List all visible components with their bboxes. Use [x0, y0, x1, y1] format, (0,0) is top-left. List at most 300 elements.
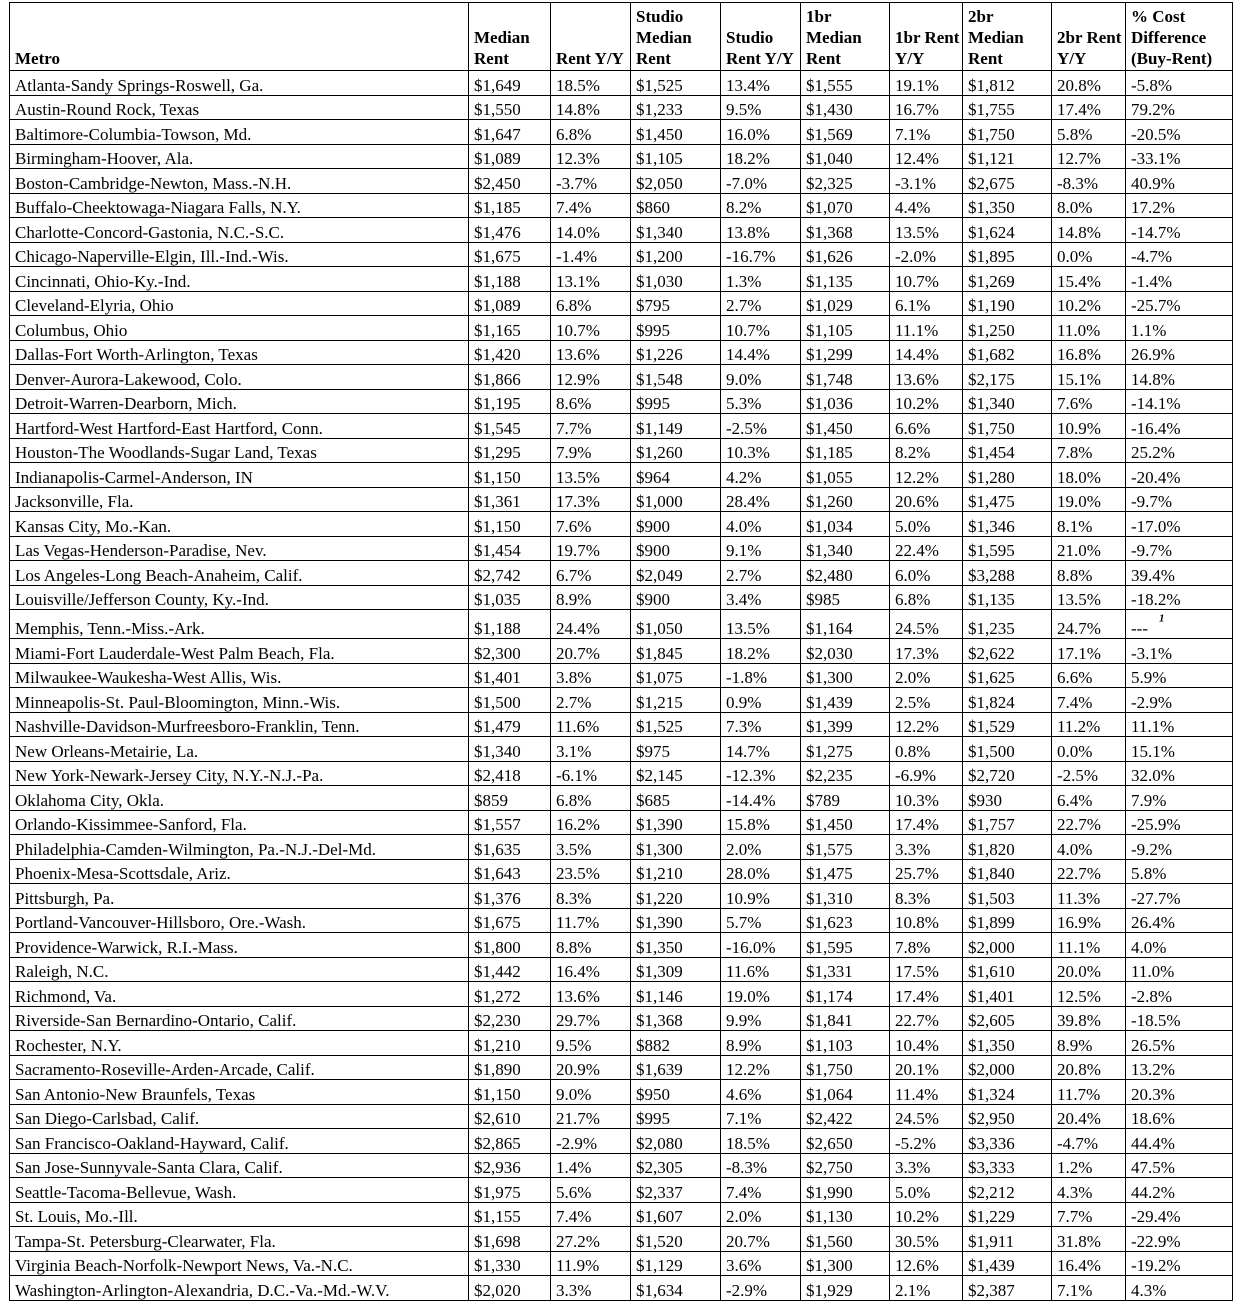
cell-metro: Atlanta-Sandy Springs-Roswell, Ga. — [10, 71, 469, 96]
cell-2br-median-rent: $1,503 — [963, 884, 1052, 909]
cell-2br-rent-yy: 22.7% — [1052, 810, 1126, 835]
cell-metro: Kansas City, Mo.-Kan. — [10, 512, 469, 537]
cell-metro: Sacramento-Roseville-Arden-Arcade, Calif. — [10, 1055, 469, 1080]
table-row — [10, 561, 1233, 586]
cell-metro: Orlando-Kissimmee-Sanford, Fla. — [10, 810, 469, 835]
table-row — [10, 786, 1233, 811]
cell-studio-median-rent: $685 — [631, 786, 721, 811]
cell-2br-rent-yy: 16.4% — [1052, 1251, 1126, 1276]
cell-median-rent: $1,150 — [469, 463, 551, 488]
cell-median-rent: $1,210 — [469, 1031, 551, 1056]
cell-studio-median-rent: $900 — [631, 512, 721, 537]
cell-rent-yy: 16.4% — [551, 957, 631, 982]
cell-1br-rent-yy: -3.1% — [890, 169, 963, 194]
cell-1br-median-rent: $1,135 — [801, 267, 890, 292]
cell-2br-rent-yy: 31.8% — [1052, 1227, 1126, 1252]
cell-2br-rent-yy: 0.0% — [1052, 242, 1126, 267]
cell-2br-median-rent: $1,750 — [963, 120, 1052, 145]
table-row — [10, 144, 1233, 169]
table-row — [10, 835, 1233, 860]
cell-studio-median-rent: $1,607 — [631, 1202, 721, 1227]
cell-studio-median-rent: $1,260 — [631, 438, 721, 463]
cell-cost-difference: 1.1% — [1126, 316, 1233, 341]
table-row — [10, 95, 1233, 120]
cell-median-rent: $2,865 — [469, 1129, 551, 1154]
cell-2br-rent-yy: 14.8% — [1052, 218, 1126, 243]
cell-1br-rent-yy: 5.0% — [890, 512, 963, 537]
cell-2br-rent-yy: 12.7% — [1052, 144, 1126, 169]
cell-1br-median-rent: $1,595 — [801, 933, 890, 958]
table-row — [10, 316, 1233, 341]
cell-median-rent: $1,698 — [469, 1227, 551, 1252]
cell-studio-rent-yy: -2.9% — [721, 1276, 801, 1301]
cell-2br-rent-yy: 8.8% — [1052, 561, 1126, 586]
cell-2br-median-rent: $1,439 — [963, 1251, 1052, 1276]
cell-1br-median-rent: $1,130 — [801, 1202, 890, 1227]
cell-2br-median-rent: $1,350 — [963, 193, 1052, 218]
cell-cost-difference: -9.7% — [1126, 536, 1233, 561]
cell-studio-median-rent: $1,450 — [631, 120, 721, 145]
cell-rent-yy: 8.6% — [551, 389, 631, 414]
cell-median-rent: $1,557 — [469, 810, 551, 835]
cell-1br-median-rent: $2,325 — [801, 169, 890, 194]
cell-1br-median-rent: $1,575 — [801, 835, 890, 860]
cell-studio-median-rent: $964 — [631, 463, 721, 488]
cell-1br-median-rent: $1,750 — [801, 1055, 890, 1080]
cell-studio-rent-yy: 9.9% — [721, 1006, 801, 1031]
cell-1br-median-rent: $789 — [801, 786, 890, 811]
cell-cost-difference: 4.0% — [1126, 933, 1233, 958]
table-row — [10, 737, 1233, 762]
cell-1br-rent-yy: 7.1% — [890, 120, 963, 145]
cell-cost-difference: 44.2% — [1126, 1178, 1233, 1203]
cell-studio-median-rent: $1,050 — [631, 610, 721, 639]
cell-1br-median-rent: $1,475 — [801, 859, 890, 884]
cell-1br-median-rent: $1,560 — [801, 1227, 890, 1252]
cell-rent-yy: 7.4% — [551, 1202, 631, 1227]
cell-1br-median-rent: $1,310 — [801, 884, 890, 909]
cell-studio-median-rent: $1,226 — [631, 340, 721, 365]
cell-2br-rent-yy: 20.8% — [1052, 71, 1126, 96]
table-row — [10, 512, 1233, 537]
cell-1br-rent-yy: 7.8% — [890, 933, 963, 958]
cell-median-rent: $1,800 — [469, 933, 551, 958]
cell-2br-rent-yy: 11.1% — [1052, 933, 1126, 958]
cell-studio-median-rent: $1,215 — [631, 688, 721, 713]
cell-studio-rent-yy: 10.3% — [721, 438, 801, 463]
cell-median-rent: $2,230 — [469, 1006, 551, 1031]
cell-2br-median-rent: $1,595 — [963, 536, 1052, 561]
cell-median-rent: $1,340 — [469, 737, 551, 762]
cell-median-rent: $2,936 — [469, 1153, 551, 1178]
cell-1br-median-rent: $1,105 — [801, 316, 890, 341]
cell-1br-median-rent: $1,174 — [801, 982, 890, 1007]
cell-2br-rent-yy: 1.2% — [1052, 1153, 1126, 1178]
cell-cost-difference: 5.8% — [1126, 859, 1233, 884]
cell-median-rent: $1,643 — [469, 859, 551, 884]
cell-metro: San Francisco-Oakland-Hayward, Calif. — [10, 1129, 469, 1154]
cell-studio-median-rent: $860 — [631, 193, 721, 218]
cell-1br-median-rent: $1,626 — [801, 242, 890, 267]
cell-rent-yy: 16.2% — [551, 810, 631, 835]
col-header-studio-median-rent: Studio Median Rent — [631, 3, 721, 71]
cell-2br-rent-yy: 8.1% — [1052, 512, 1126, 537]
table-row — [10, 1129, 1233, 1154]
cell-cost-difference: -29.4% — [1126, 1202, 1233, 1227]
cell-rent-yy: 13.5% — [551, 463, 631, 488]
cell-1br-rent-yy: 17.3% — [890, 639, 963, 664]
cell-median-rent: $1,272 — [469, 982, 551, 1007]
cell-cost-difference: 18.6% — [1126, 1104, 1233, 1129]
cell-cost-difference: -22.9% — [1126, 1227, 1233, 1252]
cell-1br-median-rent: $2,422 — [801, 1104, 890, 1129]
table-row — [10, 761, 1233, 786]
cell-2br-rent-yy: 10.9% — [1052, 414, 1126, 439]
cell-median-rent: $1,188 — [469, 610, 551, 639]
cell-studio-rent-yy: 2.0% — [721, 835, 801, 860]
cell-rent-yy: 13.1% — [551, 267, 631, 292]
cell-2br-rent-yy: 6.4% — [1052, 786, 1126, 811]
cell-2br-median-rent: $1,824 — [963, 688, 1052, 713]
cell-median-rent: $1,185 — [469, 193, 551, 218]
cell-1br-rent-yy: 4.4% — [890, 193, 963, 218]
cell-cost-difference: -14.1% — [1126, 389, 1233, 414]
cell-studio-median-rent: $2,080 — [631, 1129, 721, 1154]
cell-studio-rent-yy: 15.8% — [721, 810, 801, 835]
cell-2br-rent-yy: 17.4% — [1052, 95, 1126, 120]
cell-1br-median-rent: $2,030 — [801, 639, 890, 664]
cell-cost-difference: -18.5% — [1126, 1006, 1233, 1031]
table-row — [10, 463, 1233, 488]
cell-cost-difference: -18.2% — [1126, 585, 1233, 610]
cell-studio-rent-yy: -8.3% — [721, 1153, 801, 1178]
cell-studio-median-rent: $1,309 — [631, 957, 721, 982]
cell-metro: Tampa-St. Petersburg-Clearwater, Fla. — [10, 1227, 469, 1252]
cell-studio-median-rent: $1,220 — [631, 884, 721, 909]
cell-2br-median-rent: $1,757 — [963, 810, 1052, 835]
cell-1br-rent-yy: 8.3% — [890, 884, 963, 909]
cell-2br-median-rent: $1,454 — [963, 438, 1052, 463]
cell-1br-rent-yy: 12.2% — [890, 712, 963, 737]
cell-2br-rent-yy: 7.6% — [1052, 389, 1126, 414]
table-row — [10, 712, 1233, 737]
cell-1br-rent-yy: 17.4% — [890, 810, 963, 835]
cell-rent-yy: 7.4% — [551, 193, 631, 218]
cell-median-rent: $1,089 — [469, 291, 551, 316]
cell-studio-median-rent: $1,350 — [631, 933, 721, 958]
cell-2br-rent-yy: 20.0% — [1052, 957, 1126, 982]
table-row — [10, 389, 1233, 414]
cell-2br-median-rent: $1,121 — [963, 144, 1052, 169]
cell-metro: Columbus, Ohio — [10, 316, 469, 341]
cell-1br-median-rent: $1,450 — [801, 810, 890, 835]
cell-1br-rent-yy: 3.3% — [890, 1153, 963, 1178]
table-row — [10, 1178, 1233, 1203]
table-row — [10, 1006, 1233, 1031]
cell-cost-difference: 47.5% — [1126, 1153, 1233, 1178]
cell-1br-rent-yy: 13.6% — [890, 365, 963, 390]
cell-2br-median-rent: $1,324 — [963, 1080, 1052, 1105]
cell-1br-median-rent: $1,331 — [801, 957, 890, 982]
cell-studio-median-rent: $2,049 — [631, 561, 721, 586]
cell-studio-rent-yy: -12.3% — [721, 761, 801, 786]
cell-studio-median-rent: $1,390 — [631, 908, 721, 933]
cell-studio-rent-yy: 28.4% — [721, 487, 801, 512]
cell-metro: Seattle-Tacoma-Bellevue, Wash. — [10, 1178, 469, 1203]
cell-median-rent: $1,442 — [469, 957, 551, 982]
cell-1br-rent-yy: 2.1% — [890, 1276, 963, 1301]
cell-cost-difference: 11.0% — [1126, 957, 1233, 982]
cell-1br-median-rent: $2,650 — [801, 1129, 890, 1154]
cell-studio-rent-yy: 4.6% — [721, 1080, 801, 1105]
cell-rent-yy: 11.7% — [551, 908, 631, 933]
cell-studio-median-rent: $1,634 — [631, 1276, 721, 1301]
cell-median-rent: $1,401 — [469, 663, 551, 688]
cell-cost-difference: 4.3% — [1126, 1276, 1233, 1301]
cell-rent-yy: 10.7% — [551, 316, 631, 341]
cell-studio-rent-yy: 18.5% — [721, 1129, 801, 1154]
cell-cost-difference: 15.1% — [1126, 737, 1233, 762]
cell-2br-median-rent: $2,605 — [963, 1006, 1052, 1031]
cell-studio-rent-yy: -16.0% — [721, 933, 801, 958]
cell-median-rent: $1,150 — [469, 1080, 551, 1105]
cell-studio-median-rent: $1,233 — [631, 95, 721, 120]
cell-2br-median-rent: $1,235 — [963, 610, 1052, 639]
cell-2br-rent-yy: 24.7% — [1052, 610, 1126, 639]
table-row — [10, 340, 1233, 365]
cell-studio-median-rent: $2,337 — [631, 1178, 721, 1203]
cell-1br-rent-yy: 25.7% — [890, 859, 963, 884]
rent-table-container — [9, 2, 1233, 1301]
cell-studio-median-rent: $1,390 — [631, 810, 721, 835]
col-header-median-rent: Median Rent — [469, 3, 551, 71]
cell-2br-median-rent: $1,229 — [963, 1202, 1052, 1227]
cell-studio-rent-yy: 13.5% — [721, 610, 801, 639]
cell-cost-difference: 17.2% — [1126, 193, 1233, 218]
cell-median-rent: $1,975 — [469, 1178, 551, 1203]
cell-2br-median-rent: $1,475 — [963, 487, 1052, 512]
cell-1br-median-rent: $1,029 — [801, 291, 890, 316]
cell-value: --- — [1131, 619, 1148, 638]
cell-metro: Milwaukee-Waukesha-West Allis, Wis. — [10, 663, 469, 688]
cell-studio-rent-yy: 13.8% — [721, 218, 801, 243]
cell-rent-yy: 8.9% — [551, 585, 631, 610]
cell-studio-median-rent: $1,075 — [631, 663, 721, 688]
col-header-1br-median-rent: 1br Median Rent — [801, 3, 890, 71]
cell-1br-rent-yy: 3.3% — [890, 835, 963, 860]
cell-1br-rent-yy: 5.0% — [890, 1178, 963, 1203]
cell-2br-median-rent: $2,000 — [963, 933, 1052, 958]
cell-2br-rent-yy: 7.7% — [1052, 1202, 1126, 1227]
cell-studio-median-rent: $795 — [631, 291, 721, 316]
cell-metro: Dallas-Fort Worth-Arlington, Texas — [10, 340, 469, 365]
cell-2br-median-rent: $2,622 — [963, 639, 1052, 664]
cell-1br-rent-yy: 10.2% — [890, 389, 963, 414]
cell-metro: Oklahoma City, Okla. — [10, 786, 469, 811]
cell-2br-rent-yy: 10.2% — [1052, 291, 1126, 316]
cell-median-rent: $1,155 — [469, 1202, 551, 1227]
cell-rent-yy: 6.8% — [551, 786, 631, 811]
cell-metro: Memphis, Tenn.-Miss.-Ark. — [10, 610, 469, 639]
cell-studio-rent-yy: 5.7% — [721, 908, 801, 933]
cell-rent-yy: 13.6% — [551, 982, 631, 1007]
cell-median-rent: $1,376 — [469, 884, 551, 909]
cell-studio-median-rent: $1,520 — [631, 1227, 721, 1252]
table-row — [10, 218, 1233, 243]
table-row — [10, 1031, 1233, 1056]
cell-rent-yy: 8.3% — [551, 884, 631, 909]
cell-1br-median-rent: $1,185 — [801, 438, 890, 463]
cell-studio-rent-yy: 2.0% — [721, 1202, 801, 1227]
table-row — [10, 242, 1233, 267]
cell-studio-median-rent: $1,000 — [631, 487, 721, 512]
cell-1br-median-rent: $1,300 — [801, 663, 890, 688]
table-row — [10, 1202, 1233, 1227]
cell-studio-rent-yy: -2.5% — [721, 414, 801, 439]
cell-metro: Miami-Fort Lauderdale-West Palm Beach, Fla. — [10, 639, 469, 664]
cell-studio-rent-yy: 20.7% — [721, 1227, 801, 1252]
cell-1br-median-rent: $1,070 — [801, 193, 890, 218]
cell-studio-rent-yy: 14.4% — [721, 340, 801, 365]
cell-2br-median-rent: $2,720 — [963, 761, 1052, 786]
cell-studio-median-rent: $1,030 — [631, 267, 721, 292]
cell-cost-difference: 44.4% — [1126, 1129, 1233, 1154]
cell-2br-rent-yy: 11.7% — [1052, 1080, 1126, 1105]
cell-cost-difference: 26.9% — [1126, 340, 1233, 365]
cell-metro: Nashville-Davidson-Murfreesboro-Franklin, Tenn. — [10, 712, 469, 737]
cell-1br-rent-yy: 0.8% — [890, 737, 963, 762]
cell-1br-rent-yy: 2.5% — [890, 688, 963, 713]
table-row — [10, 810, 1233, 835]
cell-1br-rent-yy: 11.1% — [890, 316, 963, 341]
cell-median-rent: $1,647 — [469, 120, 551, 145]
cell-2br-median-rent: $2,000 — [963, 1055, 1052, 1080]
cell-metro: Charlotte-Concord-Gastonia, N.C.-S.C. — [10, 218, 469, 243]
cell-rent-yy: 19.7% — [551, 536, 631, 561]
cell-2br-rent-yy: 4.0% — [1052, 835, 1126, 860]
cell-2br-rent-yy: 13.5% — [1052, 585, 1126, 610]
cell-2br-rent-yy: 22.7% — [1052, 859, 1126, 884]
cell-median-rent: $1,330 — [469, 1251, 551, 1276]
cell-2br-median-rent: $2,387 — [963, 1276, 1052, 1301]
table-row — [10, 585, 1233, 610]
cell-studio-median-rent: $1,210 — [631, 859, 721, 884]
cell-2br-rent-yy: 7.4% — [1052, 688, 1126, 713]
cell-rent-yy: 14.0% — [551, 218, 631, 243]
cell-metro: Austin-Round Rock, Texas — [10, 95, 469, 120]
cell-1br-rent-yy: 14.4% — [890, 340, 963, 365]
table-row — [10, 1153, 1233, 1178]
cell-cost-difference: 20.3% — [1126, 1080, 1233, 1105]
cell-1br-rent-yy: 6.1% — [890, 291, 963, 316]
cell-median-rent: $1,635 — [469, 835, 551, 860]
cell-studio-rent-yy: 19.0% — [721, 982, 801, 1007]
cell-1br-rent-yy: 10.7% — [890, 267, 963, 292]
cell-2br-rent-yy: -8.3% — [1052, 169, 1126, 194]
cell-rent-yy: 24.4% — [551, 610, 631, 639]
cell-1br-median-rent: $2,480 — [801, 561, 890, 586]
cell-2br-median-rent: $1,911 — [963, 1227, 1052, 1252]
cell-metro: San Jose-Sunnyvale-Santa Clara, Calif. — [10, 1153, 469, 1178]
table-row — [10, 663, 1233, 688]
table-row — [10, 884, 1233, 909]
cell-1br-rent-yy: 12.2% — [890, 463, 963, 488]
cell-1br-rent-yy: 17.4% — [890, 982, 963, 1007]
cell-metro: San Diego-Carlsbad, Calif. — [10, 1104, 469, 1129]
cell-2br-rent-yy: 0.0% — [1052, 737, 1126, 762]
cell-1br-median-rent: $1,340 — [801, 536, 890, 561]
cell-metro: New Orleans-Metairie, La. — [10, 737, 469, 762]
cell-median-rent: $1,866 — [469, 365, 551, 390]
cell-2br-rent-yy: -2.5% — [1052, 761, 1126, 786]
cell-1br-rent-yy: 19.1% — [890, 71, 963, 96]
cell-rent-yy: 6.8% — [551, 291, 631, 316]
cell-1br-rent-yy: 6.8% — [890, 585, 963, 610]
table-row — [10, 639, 1233, 664]
cell-2br-median-rent: $1,401 — [963, 982, 1052, 1007]
cell-rent-yy: 2.7% — [551, 688, 631, 713]
cell-rent-yy: -6.1% — [551, 761, 631, 786]
cell-1br-rent-yy: 10.8% — [890, 908, 963, 933]
cell-metro: Raleigh, N.C. — [10, 957, 469, 982]
cell-studio-median-rent: $2,050 — [631, 169, 721, 194]
cell-2br-median-rent: $1,899 — [963, 908, 1052, 933]
cell-median-rent: $1,500 — [469, 688, 551, 713]
cell-1br-rent-yy: 12.4% — [890, 144, 963, 169]
cell-2br-rent-yy: 21.0% — [1052, 536, 1126, 561]
cell-1br-rent-yy: 24.5% — [890, 610, 963, 639]
cell-median-rent: $1,454 — [469, 536, 551, 561]
cell-rent-yy: 7.9% — [551, 438, 631, 463]
cell-studio-median-rent: $900 — [631, 536, 721, 561]
table-row — [10, 610, 1233, 639]
table-row — [10, 414, 1233, 439]
cell-median-rent: $2,300 — [469, 639, 551, 664]
table-row — [10, 957, 1233, 982]
cell-1br-rent-yy: -6.9% — [890, 761, 963, 786]
cell-rent-yy: 12.9% — [551, 365, 631, 390]
cell-2br-median-rent: $3,288 — [963, 561, 1052, 586]
cell-studio-rent-yy: 8.2% — [721, 193, 801, 218]
cell-studio-median-rent: $975 — [631, 737, 721, 762]
cell-studio-rent-yy: 7.4% — [721, 1178, 801, 1203]
cell-cost-difference: 40.9% — [1126, 169, 1233, 194]
col-header-cost-difference: % Cost Difference (Buy-Rent) — [1126, 3, 1233, 71]
cell-2br-median-rent: $1,135 — [963, 585, 1052, 610]
cell-studio-rent-yy: 4.2% — [721, 463, 801, 488]
cell-studio-rent-yy: -16.7% — [721, 242, 801, 267]
table-row — [10, 291, 1233, 316]
cell-2br-median-rent: $1,624 — [963, 218, 1052, 243]
cell-2br-rent-yy: 4.3% — [1052, 1178, 1126, 1203]
cell-rent-yy: 27.2% — [551, 1227, 631, 1252]
cell-cost-difference: -1.4% — [1126, 267, 1233, 292]
cell-rent-yy: 6.8% — [551, 120, 631, 145]
cell-studio-median-rent: $1,146 — [631, 982, 721, 1007]
cell-2br-median-rent: $1,682 — [963, 340, 1052, 365]
cell-1br-median-rent: $1,103 — [801, 1031, 890, 1056]
cell-studio-rent-yy: 8.9% — [721, 1031, 801, 1056]
table-row — [10, 1227, 1233, 1252]
cell-rent-yy: 7.6% — [551, 512, 631, 537]
cell-studio-rent-yy: 13.4% — [721, 71, 801, 96]
cell-median-rent: $1,420 — [469, 340, 551, 365]
cell-metro: Cleveland-Elyria, Ohio — [10, 291, 469, 316]
table-row — [10, 365, 1233, 390]
cell-2br-median-rent: $3,333 — [963, 1153, 1052, 1178]
cell-2br-median-rent: $1,895 — [963, 242, 1052, 267]
cell-studio-rent-yy: -7.0% — [721, 169, 801, 194]
